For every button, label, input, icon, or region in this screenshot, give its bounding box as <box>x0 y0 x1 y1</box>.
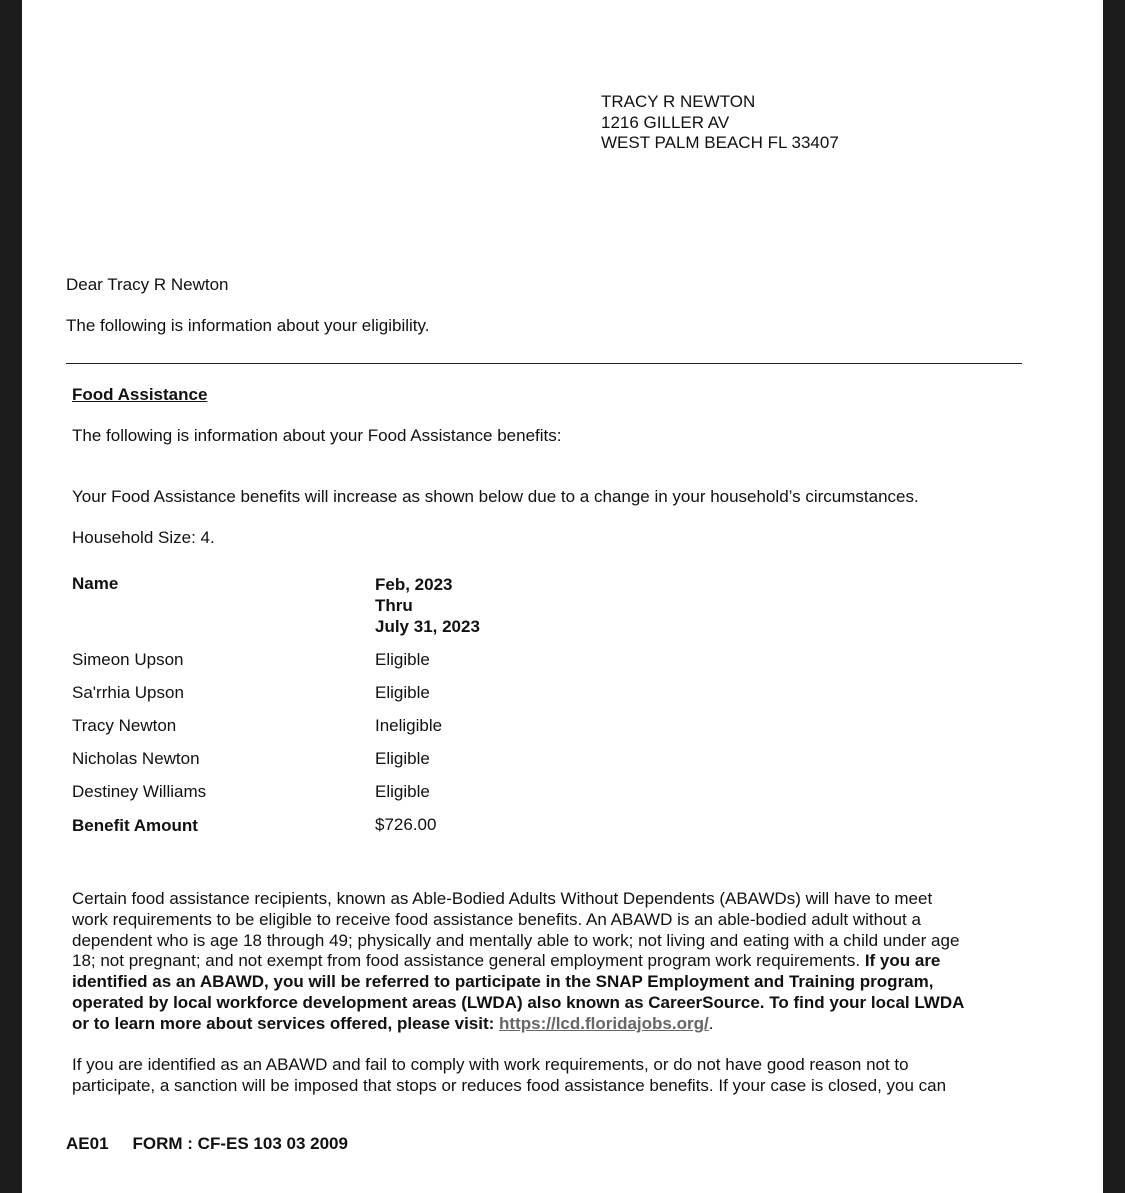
table-row-name: Destiney Williams <box>72 782 207 801</box>
paragraph-line <box>72 1014 1022 1035</box>
form-code: AE01 <box>66 1134 109 1153</box>
table-row-status: Ineligible <box>375 716 443 735</box>
abawd-paragraph <box>72 889 1022 1035</box>
paragraph-text: . <box>708 1013 714 1033</box>
recipient-city: WEST PALM BEACH FL 33407 <box>601 133 839 152</box>
paragraph-line: dependent who is age 18 through 49; physically and mentally able to work; not living and eating with a child under age <box>72 930 960 950</box>
sanction-paragraph <box>72 1055 1022 1097</box>
paragraph-line: participate, a sanction will be imposed that stops or reduces food assistance benefits. If your case is closed, you can <box>72 1075 947 1095</box>
benefit-amount-value: $726.00 <box>375 815 437 834</box>
paragraph-line: If you are identified as an ABAWD and fail to comply with work requirements, or do not have good reason not to <box>72 1055 909 1074</box>
paragraph-bold-text: If you are <box>864 951 941 971</box>
paragraph-line: work requirements to be eligible to receive food assistance benefits. An ABAWD is an able-bodied adult without a <box>72 909 921 929</box>
paragraph-line: Certain food assistance recipients, known as Able-Bodied Adults Without Dependents (ABAWDs) will have to meet <box>72 889 933 908</box>
careersource-link[interactable]: https://lcd.floridajobs.org/ <box>499 1013 709 1033</box>
table-header-name: Name <box>72 574 119 593</box>
household-size: Household Size: 4. <box>72 528 215 547</box>
paragraph-line: identified as an ABAWD, you will be referred to participate in the SNAP Employment and Training program, <box>72 972 934 992</box>
table-row-status: Eligible <box>375 782 430 801</box>
recipient-street: 1216 GILLER AV <box>601 112 730 132</box>
change-notice: Your Food Assistance benefits will increase as shown below due to a change in your household’s circumstances. <box>72 487 919 506</box>
table-row-name: Simeon Upson <box>72 650 184 669</box>
benefit-amount-label: Benefit Amount <box>72 816 198 835</box>
recipient-address <box>601 92 839 154</box>
divider <box>66 363 1022 364</box>
paragraph-bold-text: or to learn more about services offered, please visit: <box>72 1013 500 1033</box>
table-header-period <box>375 574 480 637</box>
table-row-status: Eligible <box>375 683 430 702</box>
document-page <box>22 0 1103 1193</box>
paragraph-text: 18; not pregnant; and not exempt from food assistance general employment program work requirements. <box>72 951 865 971</box>
period-thru: Thru <box>375 596 413 615</box>
table-row-name: Sa'rrhia Upson <box>72 683 184 702</box>
form-footer <box>66 1134 348 1154</box>
recipient-name: TRACY R NEWTON <box>601 92 756 111</box>
form-number: FORM : CF-ES 103 03 2009 <box>132 1134 348 1153</box>
table-row-name: Nicholas Newton <box>72 749 200 768</box>
section-title: Food Assistance <box>72 385 208 404</box>
salutation: Dear Tracy R Newton <box>66 275 229 294</box>
paragraph-line: operated by local workforce development areas (LWDA) also known as CareerSource. To find your local LWDA <box>72 992 965 1012</box>
table-row-name: Tracy Newton <box>72 716 177 735</box>
table-row-status: Eligible <box>375 650 430 669</box>
paragraph-line <box>72 951 1022 972</box>
intro-text: The following is information about your eligibility. <box>66 316 430 335</box>
period-start: Feb, 2023 <box>375 575 453 594</box>
table-row-status: Eligible <box>375 749 430 768</box>
period-end: July 31, 2023 <box>375 617 480 636</box>
section-intro: The following is information about your Food Assistance benefits: <box>72 426 562 445</box>
